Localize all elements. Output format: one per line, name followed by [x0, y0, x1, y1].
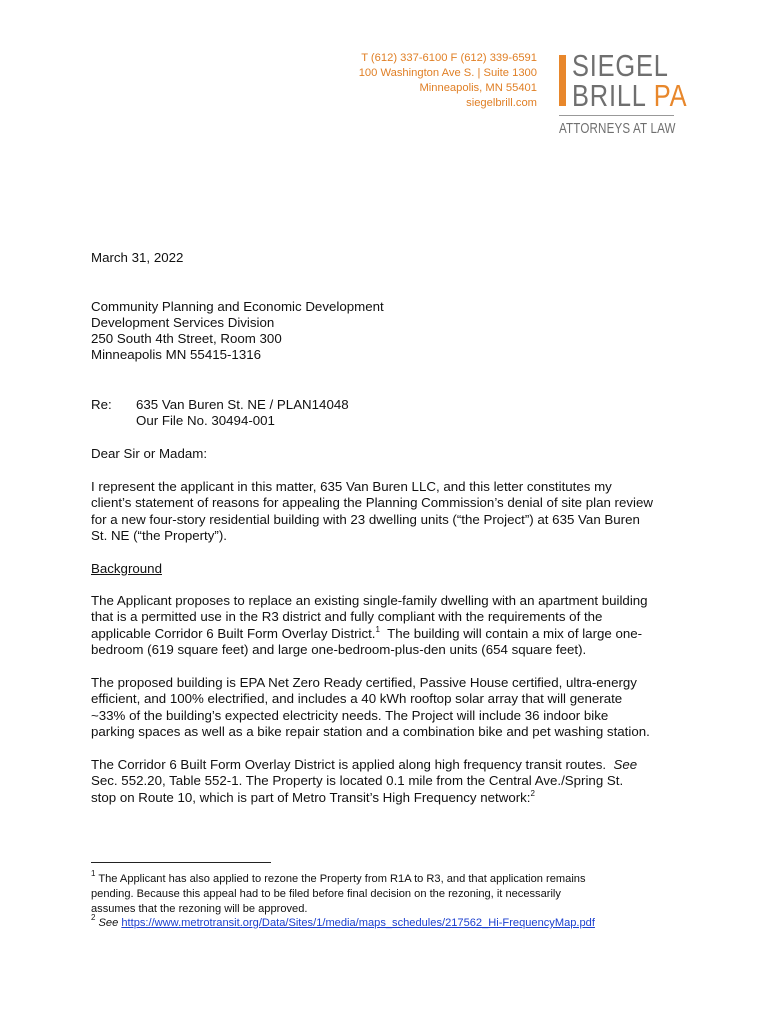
- logo-pa: PA: [653, 78, 688, 113]
- recipient-line-2: Development Services Division: [91, 315, 275, 330]
- letter-date: March 31, 2022: [91, 250, 184, 265]
- footnote-1-number: 1: [91, 869, 96, 878]
- para-line: ~33% of the building’s expected electricity needs. The Project will include 36 indoor bike: [91, 707, 609, 723]
- re-subject: 635 Van Buren St. NE / PLAN14048: [136, 397, 349, 412]
- para-text: The building will contain a mix of large one-: [379, 625, 643, 641]
- re-file-number: Our File No. 30494-001: [136, 413, 275, 428]
- para-line: The proposed building is EPA Net Zero Ready certified, Passive House certified, ultra-energy: [91, 675, 637, 690]
- footnote-1-line-1: [91, 869, 586, 886]
- logo-brill-pa: [572, 80, 687, 111]
- logo-brill: BRILL: [572, 78, 646, 113]
- para-line: [91, 626, 681, 642]
- footnote-ref-2: 2: [530, 788, 535, 798]
- address-line-2: Minneapolis, MN 55401: [419, 82, 537, 94]
- intro-line: St. NE (“the Property”).: [91, 528, 227, 544]
- re-label: Re:: [91, 397, 112, 412]
- recipient-line-1: Community Planning and Economic Development: [91, 299, 384, 314]
- phone-fax: T (612) 337-6100 F (612) 339-6591: [361, 52, 537, 64]
- see-signal: See: [95, 917, 122, 929]
- logo-accent-bar: [559, 55, 566, 106]
- para-line: efficient, and 100% electrified, and includes a 40 kWh rooftop solar array that will generate: [91, 691, 623, 707]
- para-line: [91, 790, 681, 806]
- para-line: parking spaces as well as a bike repair station and a combination bike and pet washing station.: [91, 724, 650, 740]
- footnote-ref-1: 1: [375, 624, 380, 634]
- para-text: The Corridor 6 Built Form Overlay District is applied along high frequency transit routes.: [91, 757, 614, 772]
- footnote-separator: [91, 862, 271, 863]
- para-line: that is a permitted use in the R3 district and fully compliant with the requirements of the: [91, 609, 603, 625]
- logo-siegel: SIEGEL: [572, 48, 669, 83]
- recipient-line-4: Minneapolis MN 55415-1316: [91, 347, 262, 362]
- footnote-1-line-2: pending. Because this appeal had to be filed before final decision on the rezoning, it necessarily: [91, 888, 561, 900]
- footnote-1-line-3: assumes that the rezoning will be approved.: [91, 903, 308, 915]
- para-line: The Applicant proposes to replace an existing single-family dwelling with an apartment building: [91, 593, 648, 608]
- address-line-1: 100 Washington Ave S. | Suite 1300: [358, 67, 537, 79]
- footnote-2-number: 2: [91, 913, 96, 922]
- para-line: Sec. 552.20, Table 552-1. The Property is located 0.1 mile from the Central Ave./Spring St.: [91, 773, 624, 789]
- section-heading-background: Background: [91, 561, 162, 576]
- metro-transit-map-link[interactable]: https://www.metrotransit.org/Data/Sites/1/media/maps_schedules/217562_Hi-FrequencyMap.pdf: [121, 917, 595, 929]
- logo-divider: [559, 115, 674, 116]
- para-text: stop on Route 10, which is part of Metro Transit’s High Frequency network:: [91, 789, 531, 805]
- para-line: [91, 757, 681, 773]
- intro-line: I represent the applicant in this matter, 635 Van Buren LLC, and this letter constitutes my: [91, 479, 612, 494]
- background-paragraph-1: [91, 593, 681, 659]
- para-line: bedroom (619 square feet) and large one-bedroom-plus-den units (654 square feet).: [91, 642, 587, 658]
- intro-paragraph: [91, 479, 681, 545]
- see-signal: See: [613, 757, 638, 772]
- background-paragraph-2: [91, 675, 681, 741]
- recipient-line-3: 250 South 4th Street, Room 300: [91, 331, 282, 346]
- para-text: applicable Corridor 6 Built Form Overlay District.: [91, 625, 376, 641]
- footnote-text: The Applicant has also applied to rezone the Property from R1A to R3, and that application remains: [95, 873, 586, 885]
- intro-line: client’s statement of reasons for appealing the Planning Commission’s denial of site plan review: [91, 495, 653, 511]
- background-paragraph-3: [91, 757, 681, 806]
- footnote-2: [91, 913, 595, 930]
- logo-tagline: ATTORNEYS AT LAW: [559, 121, 676, 137]
- letterhead-contact: [359, 51, 537, 111]
- website: siegelbrill.com: [466, 97, 537, 109]
- intro-line: for a new four-story residential building with 23 dwelling units (“the Project”) at 635 Van Buren: [91, 511, 640, 527]
- salutation: Dear Sir or Madam:: [91, 446, 208, 461]
